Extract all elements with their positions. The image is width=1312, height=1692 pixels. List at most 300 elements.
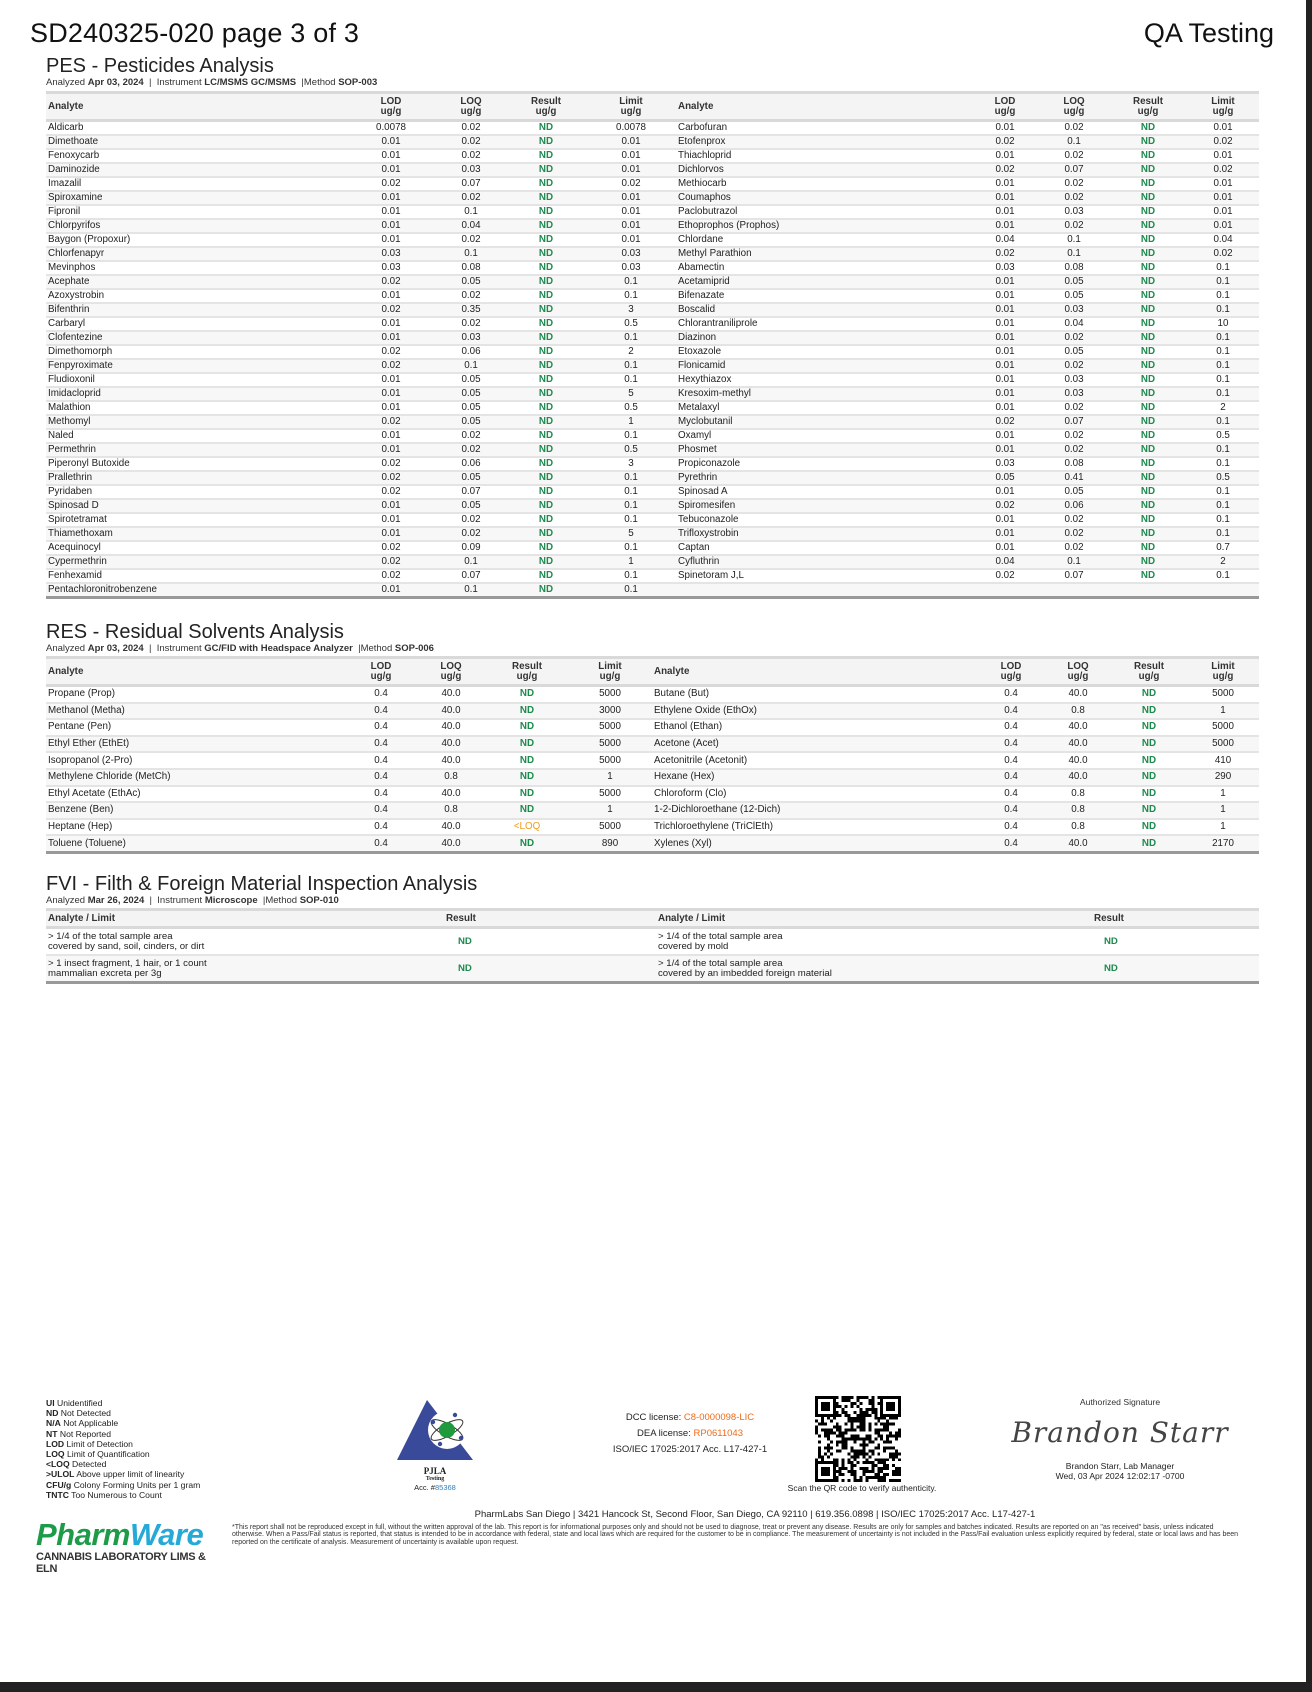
- analyte-name: Trichloroethylene (TriClEth): [654, 821, 774, 833]
- table-row: [676, 149, 1259, 163]
- result-value: ND: [1141, 688, 1157, 700]
- result-value: ND: [538, 150, 554, 161]
- result-value: ND: [538, 388, 554, 399]
- legend-item: TNTC Too Numerous to Count: [46, 1489, 162, 1500]
- loq-value: 0.8: [444, 804, 458, 816]
- lod-value: 0.4: [1004, 837, 1018, 849]
- table-row: [676, 345, 1259, 359]
- result-value: ND: [1140, 458, 1156, 469]
- analyte-name: Myclobutanil: [678, 416, 733, 427]
- table-row: [676, 163, 1259, 177]
- section-title: PES - Pesticides Analysis: [46, 55, 274, 77]
- table-row: [676, 443, 1259, 457]
- result-value: ND: [538, 234, 554, 245]
- limit-value: 0.1: [624, 374, 638, 385]
- lod-value: 0.01: [381, 136, 401, 147]
- lod-value: 0.0078: [376, 122, 406, 133]
- limit-value: 0.01: [621, 192, 641, 203]
- limit-value: 0.0078: [616, 122, 646, 133]
- lod-value: 0.02: [381, 556, 401, 567]
- analyte-name: Pyridaben: [48, 486, 93, 497]
- loq-value: 0.02: [1064, 220, 1084, 231]
- result-value: ND: [1140, 248, 1156, 259]
- section-title: RES - Residual Solvents Analysis: [46, 621, 344, 643]
- loq-value: 0.09: [461, 542, 481, 553]
- table-row: [46, 786, 652, 803]
- loq-value: 0.1: [1067, 234, 1081, 245]
- lod-value: 0.4: [1004, 721, 1018, 733]
- analyte-name: Etofenprox: [678, 136, 726, 147]
- pjla-logo-icon: [395, 1398, 475, 1462]
- table-row: [652, 769, 1259, 786]
- limit-value: 0.1: [624, 276, 638, 287]
- loq-value: 0.02: [1064, 514, 1084, 525]
- result-value: ND: [538, 430, 554, 441]
- result-value: ND: [538, 416, 554, 427]
- limit-value: 0.01: [621, 164, 641, 175]
- lod-value: 0.4: [374, 837, 388, 849]
- table-row: [652, 819, 1259, 836]
- limit-value: 0.1: [1216, 290, 1230, 301]
- analyte-name: Toluene (Toluene): [48, 837, 126, 849]
- disclaimer: *This report shall not be reproduced except in full, without the written approval of the lab. This report is for informational purposes only and should not be used to diagnose, treat or prevent any disease. Results are only for samples and batches indicated. Results are reported on an "as received" basis, unless indicated otherwise. When a Pass/Fail status is reported, that status is intended to be in accordance with federal, state and local laws which are required for the customer to be in compliance. The measurement of uncertainty is not included in the Pass/Fail evaluation unless explicitly required by federal, state or local laws and has been reported on the certificate of analysis. Measurement of uncertainty is available upon request.: [232, 1524, 1239, 1546]
- result-value: ND: [1140, 388, 1156, 399]
- loq-value: 0.1: [464, 248, 478, 259]
- limit-value: 1: [1220, 821, 1226, 833]
- limit-value: 0.1: [1216, 304, 1230, 315]
- analyte-name: Etoxazole: [678, 346, 722, 357]
- loq-value: 0.8: [1071, 804, 1085, 816]
- limit-value: 0.01: [621, 150, 641, 161]
- table-row: [676, 205, 1259, 219]
- loq-value: 0.02: [1064, 528, 1084, 539]
- loq-value: 40.0: [441, 688, 461, 700]
- analyte-name: Thiachloprid: [678, 150, 732, 161]
- legend-item: NT Not Reported: [46, 1428, 111, 1439]
- analyte-name: Propane (Prop): [48, 688, 115, 700]
- lod-value: 0.01: [381, 430, 401, 441]
- limit-value: 1: [607, 771, 613, 783]
- loq-value: 0.1: [464, 584, 478, 595]
- analyte-name: Spiromesifen: [678, 500, 736, 511]
- analyte-name: Methomyl: [48, 416, 91, 427]
- analyte-name: [676, 583, 971, 598]
- loq-value: 40.0: [1068, 688, 1088, 700]
- loq-value: 0.05: [1064, 486, 1084, 497]
- lod-value: 0.01: [995, 360, 1015, 371]
- lod-value: 0.4: [1004, 738, 1018, 750]
- analyte-name: Dimethoate: [48, 136, 99, 147]
- limit-value: 0.5: [624, 444, 638, 455]
- table-row: [46, 317, 676, 331]
- lod-value: 0.01: [995, 430, 1015, 441]
- analyte-name: Butane (But): [654, 688, 710, 700]
- analyte-name: Abamectin: [678, 262, 725, 273]
- table-row: [46, 499, 676, 513]
- lod-value: 0.01: [381, 500, 401, 511]
- lod-value: 0.4: [1004, 754, 1018, 766]
- analyte-name: Ethanol (Ethan): [654, 721, 723, 733]
- lod-value: 0.02: [381, 542, 401, 553]
- analyte-name: Fenhexamid: [48, 570, 102, 581]
- analyte-name: Chloroform (Clo): [654, 787, 727, 799]
- lod-value: 0.02: [995, 570, 1015, 581]
- table-row: [46, 247, 676, 261]
- table-row: [46, 928, 656, 956]
- loq-value: 0.05: [461, 472, 481, 483]
- table-row: [46, 835, 652, 852]
- result-value: ND: [538, 220, 554, 231]
- loq-value: 0.03: [461, 164, 481, 175]
- limit-value: 5000: [1212, 721, 1234, 733]
- result-value: ND: [519, 754, 535, 766]
- loq-value: 40.0: [441, 837, 461, 849]
- limit-value: 0.1: [624, 360, 638, 371]
- table-row: [676, 485, 1259, 499]
- result-value: ND: [1140, 164, 1156, 175]
- analyte-name: Thiamethoxam: [48, 528, 113, 539]
- loq-value: 0.02: [1064, 444, 1084, 455]
- loq-value: 0.04: [461, 220, 481, 231]
- lod-value: 0.4: [374, 754, 388, 766]
- loq-value: 0.02: [1064, 360, 1084, 371]
- analyte-name: Fipronil: [48, 206, 81, 217]
- loq-value: 0.03: [1064, 374, 1084, 385]
- result-value: ND: [538, 402, 554, 413]
- lod-value: 0.4: [374, 688, 388, 700]
- dea-license: RP0611043: [693, 1428, 743, 1439]
- lod-value: 0.01: [381, 192, 401, 203]
- lod-value: 0.02: [381, 570, 401, 581]
- lod-value: 0.01: [381, 388, 401, 399]
- limit-value: 0.01: [1213, 192, 1233, 203]
- legend-item: ND Not Detected: [46, 1408, 111, 1419]
- lod-value: 0.01: [995, 318, 1015, 329]
- result-value: ND: [1140, 402, 1156, 413]
- loq-value: 0.05: [461, 416, 481, 427]
- lod-value: 0.02: [995, 248, 1015, 259]
- loq-value: 0.8: [1071, 821, 1085, 833]
- limit-value: 3: [628, 458, 634, 469]
- lod-value: 0.4: [1004, 787, 1018, 799]
- result-value: ND: [1140, 206, 1156, 217]
- limit-value: 0.01: [621, 220, 641, 231]
- lod-value: 0.01: [381, 318, 401, 329]
- result-value: ND: [538, 514, 554, 525]
- limit-value: 0.01: [621, 234, 641, 245]
- result-value: ND: [519, 721, 535, 733]
- loq-value: 0.02: [1064, 178, 1084, 189]
- limit-value: 0.7: [1216, 542, 1230, 553]
- table-row: [46, 387, 676, 401]
- lod-value: [971, 583, 1039, 598]
- analyte-name: Captan: [678, 542, 710, 553]
- analyte-name: Hexane (Hex): [654, 771, 715, 783]
- result-value: ND: [538, 136, 554, 147]
- table-row: [676, 527, 1259, 541]
- loq-value: 0.05: [1064, 290, 1084, 301]
- lod-value: 0.03: [995, 458, 1015, 469]
- limit-value: 2: [628, 346, 634, 357]
- result-value: ND: [1140, 150, 1156, 161]
- lod-value: 0.4: [1004, 704, 1018, 716]
- loq-value: 0.07: [461, 486, 481, 497]
- table-row: [46, 149, 676, 163]
- analyte-name: Propiconazole: [678, 458, 741, 469]
- result-value: ND: [538, 346, 554, 357]
- loq-value: 0.08: [1064, 262, 1084, 273]
- result-value: ND: [538, 486, 554, 497]
- result-value: ND: [1140, 472, 1156, 483]
- lod-value: 0.4: [374, 721, 388, 733]
- limit-value: 3: [628, 304, 634, 315]
- loq-value: 0.8: [444, 771, 458, 783]
- analyte-name: Methiocarb: [678, 178, 727, 189]
- lod-value: 0.4: [1004, 688, 1018, 700]
- loq-value: 40.0: [441, 821, 461, 833]
- analyte-name: Fenpyroximate: [48, 360, 113, 371]
- table-row: [46, 275, 676, 289]
- result-value: ND: [1141, 721, 1157, 733]
- limit-value: 5000: [1212, 688, 1234, 700]
- limit-value: [1187, 583, 1259, 598]
- result-value: ND: [538, 290, 554, 301]
- loq-value: 0.02: [461, 514, 481, 525]
- legend-item: N/A Not Applicable: [46, 1418, 119, 1429]
- analyte-name: Baygon (Propoxur): [48, 234, 131, 245]
- limit-value: 0.1: [1216, 514, 1230, 525]
- lod-value: 0.01: [995, 486, 1015, 497]
- limit-value: 0.1: [624, 430, 638, 441]
- analyte-name: Cypermethrin: [48, 556, 107, 567]
- analyte-name: Clofentezine: [48, 332, 103, 343]
- section-meta: Analyzed Apr 03, 2024 | Instrument GC/FID with Headspace Analyzer |Method SOP-006: [46, 643, 434, 654]
- result-value: ND: [1140, 178, 1156, 189]
- lod-value: 0.01: [381, 444, 401, 455]
- legend-item: LOQ Limit of Quantification: [46, 1449, 150, 1460]
- pes-section: [46, 56, 1259, 599]
- analyte-name: Ethylene Oxide (EthOx): [654, 704, 757, 716]
- lod-value: 0.01: [381, 402, 401, 413]
- result-value: ND: [1140, 486, 1156, 497]
- analyte-name: Permethrin: [48, 444, 96, 455]
- pjla-accreditation: PJLA Testing Acc. #85368: [385, 1398, 485, 1492]
- lod-value: 0.02: [381, 304, 401, 315]
- table-row: [46, 457, 676, 471]
- limit-value: 0.1: [1216, 486, 1230, 497]
- table-header: Analyte LOD ug/g LOQ ug/g Result ug/g Limit ug/g: [46, 93, 676, 121]
- fvi-section: [46, 874, 1259, 984]
- loq-value: 0.02: [461, 290, 481, 301]
- loq-value: 0.03: [461, 332, 481, 343]
- result-value: ND: [538, 500, 554, 511]
- loq-value: 0.02: [1064, 192, 1084, 203]
- analyte-name: Acequinocyl: [48, 542, 101, 553]
- loq-value: 0.02: [461, 234, 481, 245]
- limit-value: 5: [628, 388, 634, 399]
- limit-value: 0.1: [1216, 332, 1230, 343]
- table-row: [46, 736, 652, 753]
- limit-value: 0.5: [1216, 430, 1230, 441]
- table-row: [652, 686, 1259, 703]
- analyte-name: Oxamyl: [678, 430, 712, 441]
- table-row: [676, 457, 1259, 471]
- analyte-name: Prallethrin: [48, 472, 93, 483]
- lod-value: 0.4: [374, 787, 388, 799]
- lod-value: 0.01: [995, 332, 1015, 343]
- pes-table-left: [46, 91, 676, 599]
- result-value: ND: [1140, 570, 1156, 581]
- table-header: Analyte LOD ug/g LOQ ug/g Result ug/g Limit ug/g: [652, 658, 1259, 686]
- table-row: [46, 769, 652, 786]
- analyte-name: Flonicamid: [678, 360, 726, 371]
- analyte-name: Acetonitrile (Acetonit): [654, 754, 748, 766]
- result-value: ND: [1140, 444, 1156, 455]
- lod-value: 0.01: [995, 276, 1015, 287]
- table-header: Analyte LOD ug/g LOQ ug/g Result ug/g Limit ug/g: [46, 658, 652, 686]
- table-row: [676, 583, 1259, 598]
- result-value: ND: [1141, 821, 1157, 833]
- lod-value: 0.01: [995, 346, 1015, 357]
- table-row: [676, 499, 1259, 513]
- table-row: [676, 261, 1259, 275]
- loq-value: 40.0: [441, 787, 461, 799]
- result-value: ND: [538, 304, 554, 315]
- limit-value: 0.01: [621, 206, 641, 217]
- limit-value: 410: [1214, 754, 1232, 766]
- lod-value: 0.4: [374, 804, 388, 816]
- qr-code-icon[interactable]: [815, 1396, 901, 1482]
- section-meta: Analyzed Mar 26, 2024 | Instrument Microscope |Method SOP-010: [46, 895, 339, 906]
- limit-value: 1: [1220, 804, 1226, 816]
- analyte-name: Carbaryl: [48, 318, 86, 329]
- table-row: [676, 415, 1259, 429]
- limit-value: 290: [1214, 771, 1232, 783]
- result-value: ND: [1140, 290, 1156, 301]
- loq-value: 40.0: [1068, 771, 1088, 783]
- loq-value: 40.0: [441, 754, 461, 766]
- limit-value: 0.1: [624, 570, 638, 581]
- loq-value: 0.02: [1064, 122, 1084, 133]
- legend-item: LOD Limit of Detection: [46, 1438, 133, 1449]
- table-row: [652, 752, 1259, 769]
- lod-value: 0.05: [995, 472, 1015, 483]
- lod-value: 0.01: [381, 164, 401, 175]
- limit-value: 0.02: [1213, 136, 1233, 147]
- result-value: ND: [1141, 804, 1157, 816]
- result-value: ND: [1140, 556, 1156, 567]
- result-value: ND: [1140, 514, 1156, 525]
- loq-value: 0.03: [1064, 206, 1084, 217]
- table-header: Analyte / Limit Result: [46, 910, 656, 928]
- table-row: [676, 555, 1259, 569]
- table-row: [46, 429, 676, 443]
- legend-item: <LOQ Detected: [46, 1459, 107, 1470]
- analyte-name: Coumaphos: [678, 192, 731, 203]
- table-row: [46, 686, 652, 703]
- pharmware-logo: PharmWare CANNABIS LABORATORY LIMS & ELN: [36, 1517, 206, 1575]
- analyte-name: Ethyl Acetate (EthAc): [48, 787, 141, 799]
- limit-value: 0.01: [1213, 220, 1233, 231]
- table-row: [46, 219, 676, 233]
- res-section: [46, 622, 1259, 854]
- limit-value: 0.1: [624, 290, 638, 301]
- result-value: ND: [538, 472, 554, 483]
- result-value: ND: [538, 332, 554, 343]
- result-value: ND: [1140, 304, 1156, 315]
- limit-value: 0.01: [1213, 150, 1233, 161]
- analyte-name: Pentane (Pen): [48, 721, 112, 733]
- loq-value: 40.0: [1068, 754, 1088, 766]
- lod-value: 0.01: [381, 150, 401, 161]
- result-value: ND: [538, 374, 554, 385]
- table-row: [652, 802, 1259, 819]
- lod-value: 0.4: [374, 704, 388, 716]
- analyte-name: Acephate: [48, 276, 90, 287]
- loq-value: 0.02: [461, 192, 481, 203]
- lod-value: 0.03: [381, 248, 401, 259]
- result-value: ND: [1104, 962, 1118, 974]
- result-value: ND: [538, 262, 554, 273]
- lod-value: 0.01: [995, 122, 1015, 133]
- analyte-name: Piperonyl Butoxide: [48, 458, 130, 469]
- analyte-name: Methanol (Metha): [48, 704, 125, 716]
- limit-value: 0.1: [624, 500, 638, 511]
- table-row: [676, 289, 1259, 303]
- loq-value: 0.1: [464, 360, 478, 371]
- table-row: [676, 387, 1259, 401]
- lod-value: 0.4: [374, 738, 388, 750]
- analyte-limit: > 1 insect fragment, 1 hair, or 1 count mammalian excreta per 3g: [48, 957, 207, 979]
- loq-value: 0.41: [1064, 472, 1084, 483]
- lod-value: 0.01: [995, 388, 1015, 399]
- dcc-license: C8-0000098-LIC: [683, 1412, 755, 1423]
- result-value: ND: [538, 584, 554, 595]
- lod-value: 0.02: [995, 416, 1015, 427]
- limit-value: 5000: [599, 688, 621, 700]
- lod-value: 0.01: [995, 542, 1015, 553]
- table-row: [46, 527, 676, 541]
- analyte-name: Chlordane: [678, 234, 724, 245]
- result-value: ND: [538, 360, 554, 371]
- table-row: [46, 135, 676, 149]
- fvi-table-left: [46, 908, 656, 984]
- analyte-limit: > 1/4 of the total sample area covered by sand, soil, cinders, or dirt: [48, 930, 205, 952]
- limit-value: 0.1: [1216, 276, 1230, 287]
- lab-address: PharmLabs San Diego | 3421 Hancock St, Second Floor, San Diego, CA 92110 | 619.356.0898 | ISO/IEC 17025:2017 Acc. L17-427-1: [474, 1509, 1036, 1520]
- lod-value: 0.02: [995, 136, 1015, 147]
- limit-value: 1: [628, 556, 634, 567]
- result-value: ND: [458, 962, 472, 974]
- section-title: FVI - Filth & Foreign Material Inspection Analysis: [46, 873, 478, 895]
- table-row: [676, 401, 1259, 415]
- table-row: [652, 786, 1259, 803]
- table-row: [652, 703, 1259, 720]
- lod-value: 0.01: [995, 150, 1015, 161]
- table-row: [46, 569, 676, 583]
- analyte-limit: > 1/4 of the total sample area covered by mold: [658, 930, 783, 952]
- table-row: [46, 485, 676, 499]
- limit-value: 5000: [599, 721, 621, 733]
- result-value: ND: [1140, 430, 1156, 441]
- result-value: ND: [519, 771, 535, 783]
- loq-value: 0.07: [461, 178, 481, 189]
- analyte-name: Xylenes (Xyl): [654, 837, 712, 849]
- lod-value: 0.02: [995, 164, 1015, 175]
- report-type-title: QA Testing: [1143, 18, 1274, 48]
- lod-value: 0.03: [381, 262, 401, 273]
- table-row: [46, 401, 676, 415]
